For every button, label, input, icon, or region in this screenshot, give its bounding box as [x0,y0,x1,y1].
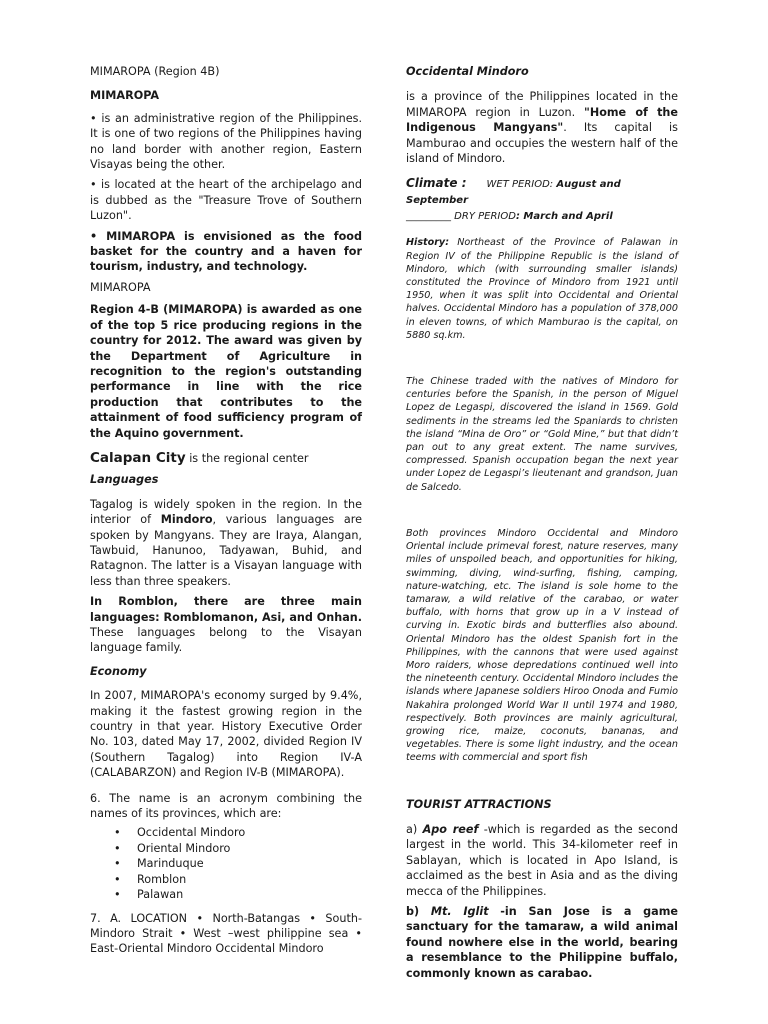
wet-period-label: WET PERIOD: [486,179,557,191]
climate-block [406,176,678,224]
apo-reef-name: Apo reef [422,822,479,836]
iglit-prefix: b) [406,904,431,918]
languages-paragraph-2 [90,594,362,656]
tourist-attractions-heading: TOURIST ATTRACTIONS [406,797,552,811]
mt-iglit-text: -in San Jose is a game sanctuary for the tamaraw, a wild animal found nowhere else in the world, bearing a resemblance to the Philippine buffalo, commonly known as carabao. [406,904,678,980]
lang2-text: These languages belong to the Visayan language family. [90,626,362,655]
lang1-part-c: , various languages are spoken by Mangyans. They are Iraya, Alangan, Tawbuid, Hanunoo, Tadyawan, Buhid, and Ratagnon. The latter is a Visayan language with less than three speakers. [90,513,362,588]
dry-period-label: DRY PERIOD [451,211,516,223]
languages-paragraph-1 [90,497,362,589]
history-text: Northeast of the Province of Palawan in Region IV of the Philippine Republic is the island of Mindoro, which (with surrounding smaller islands) constituted the Province of Mindoro from 1921 until 1950, when it was split into Occidental and Oriental halves. Occidental Mindoro has a population of 378,000 in eleven towns, of which Mamburao is the capital, on 5880 sq.km. [406,237,678,341]
apo-reef-paragraph [406,822,678,899]
climate-label: Climate : [406,176,467,191]
award-paragraph [90,302,362,441]
apo-reef-text: -which is regarded as the second largest in the world. This 34-kilometer reef in Sablayan, which is located in Apo Island, is acclaimed as the best in Asia and as the diving mecca of the Philippines. [406,822,678,898]
bullet-food-basket: • MIMAROPA is envisioned as the food basket for the country and a haven for tourism, industry, and technology. [90,229,362,274]
award-region: Region 4-B (MIMAROPA) [90,303,243,317]
intro-home-of-mangyans: "Home of the Indigenous Mangyans" [406,105,678,135]
province-intro [406,89,678,166]
list-item: • Occidental Mindoro [114,825,362,840]
lang2-bold: In Romblon, there are three main languages: Romblomanon, Asi, and Onhan. [90,595,362,624]
mt-iglit-paragraph [406,904,678,981]
apo-prefix: a) [406,822,423,836]
lang1-mindoro: Mindoro [160,513,213,527]
economy-heading: Economy [90,664,147,678]
list-item: • Oriental Mindoro [114,841,362,856]
climate-line-2 [406,208,678,224]
calapan-city: Calapan City [90,449,186,466]
climate-blank: _________ [406,211,451,223]
intro-part-a: is a province of the Philippines located in the MIMAROPA region in Luzon. [406,90,678,119]
history-label: History: [406,237,450,249]
climate-line-1 [406,176,678,208]
regional-center-text: is the regional center [185,451,309,465]
province-list [90,825,362,902]
right-column [406,64,678,981]
bullet-administrative-region: • is an administrative region of the Philippines. It is one of two regions of the Philippines having no land border with another region, Eastern Visayas being the other. [90,111,362,172]
document-title: MIMAROPA (Region 4B) [90,65,220,78]
list-item: • Palawan [114,887,362,902]
mt-iglit-name: Mt. Iglit [430,904,489,918]
list-item: • Marinduque [114,856,362,871]
regional-center [90,451,362,466]
both-provinces-paragraph: Both provinces Mindoro Occidental and Mindoro Oriental include primeval forest, nature reserves, many miles of unspoiled beach, and opportunities for hiking, swimming, diving, wind-surfing, fishing, camping, nature-watching, etc. The island is sole home to the tamaraw, a wild relative of the carabao, or water buffalo, with horns that grow up in a V instead of curving in. Exotic birds and butterflies also abound. Oriental Mindoro has the oldest Spanish fort in the Philippines, with the cannons that were used against Moro raiders, whose depredations continued well into the nineteenth century. Occidental Mindoro includes the islands where Japanese soldiers Hiroo Onoda and Fumio Nakahira prolonged World War II until 1974 and 1980, respectively. Both provinces are mainly agricultural, growing rice, maize, coconuts, bananas, and vegetables. There is some light industry, and the ocean teems with commercial and sport fish [406,527,678,764]
province-heading: Occidental Mindoro [406,65,529,78]
languages-heading: Languages [90,473,159,487]
section-heading-mimaropa-2: MIMAROPA [90,280,151,294]
location-paragraph: 7. A. LOCATION • North-Batangas • South- Mindoro Strait • West –west philippine sea • East-Oriental Mindoro Occidental Mindoro [90,911,362,956]
acronym-paragraph: 6. The name is an acronym combining the names of its provinces, which are: [90,791,362,821]
list-item: • Romblon [114,872,362,887]
intro-part-c: . Its capital is Mamburao and occupies the western half of the island of Mindoro. [406,121,678,166]
wet-period-value: August and September [406,179,621,207]
section-heading-mimaropa: MIMAROPA [90,89,160,103]
chinese-trade-paragraph: The Chinese traded with the natives of Mindoro for centuries before the Spanish, in the person of Miguel Lopez de Legaspi, discovered the island in 1569. Gold sediments in the streams led the Spaniards to christen the island “Mina de Oro” or “Gold Mine,” but that didn’t pan out to any great extent. The name survives, compressed. Spanish occupation began the next year under Lopez de Legaspi’s lieutenant and grandson, Juan de Salcedo. [406,376,678,493]
dry-period-value: : March and April [515,211,613,223]
left-column [90,64,362,957]
bullet-heart-of-archipelago: • is located at the heart of the archipelago and is dubbed as the "Treasure Trove of Southern Luzon". [90,178,362,223]
lang1-part-a: Tagalog is widely spoken in the region. In the interior of [90,497,362,527]
economy-paragraph: In 2007, MIMAROPA's economy surged by 9.4%, making it the fastest growing region in the country in that year. History Executive Order No. 103, dated May 17, 2002, divided Region IV (Southern Tagalog) into Region IV-A (CALABARZON) and Region IV-B (MIMAROPA). [90,689,362,780]
history-paragraph [406,236,678,342]
award-text: is awarded as one of the top 5 rice producing regions in the country for 2012. The award was given by the Department of Agriculture in recognition to the region's outstanding performance in line with the rice production that contributes to the attainment of food sufficiency program of the Aquino government. [90,303,362,440]
